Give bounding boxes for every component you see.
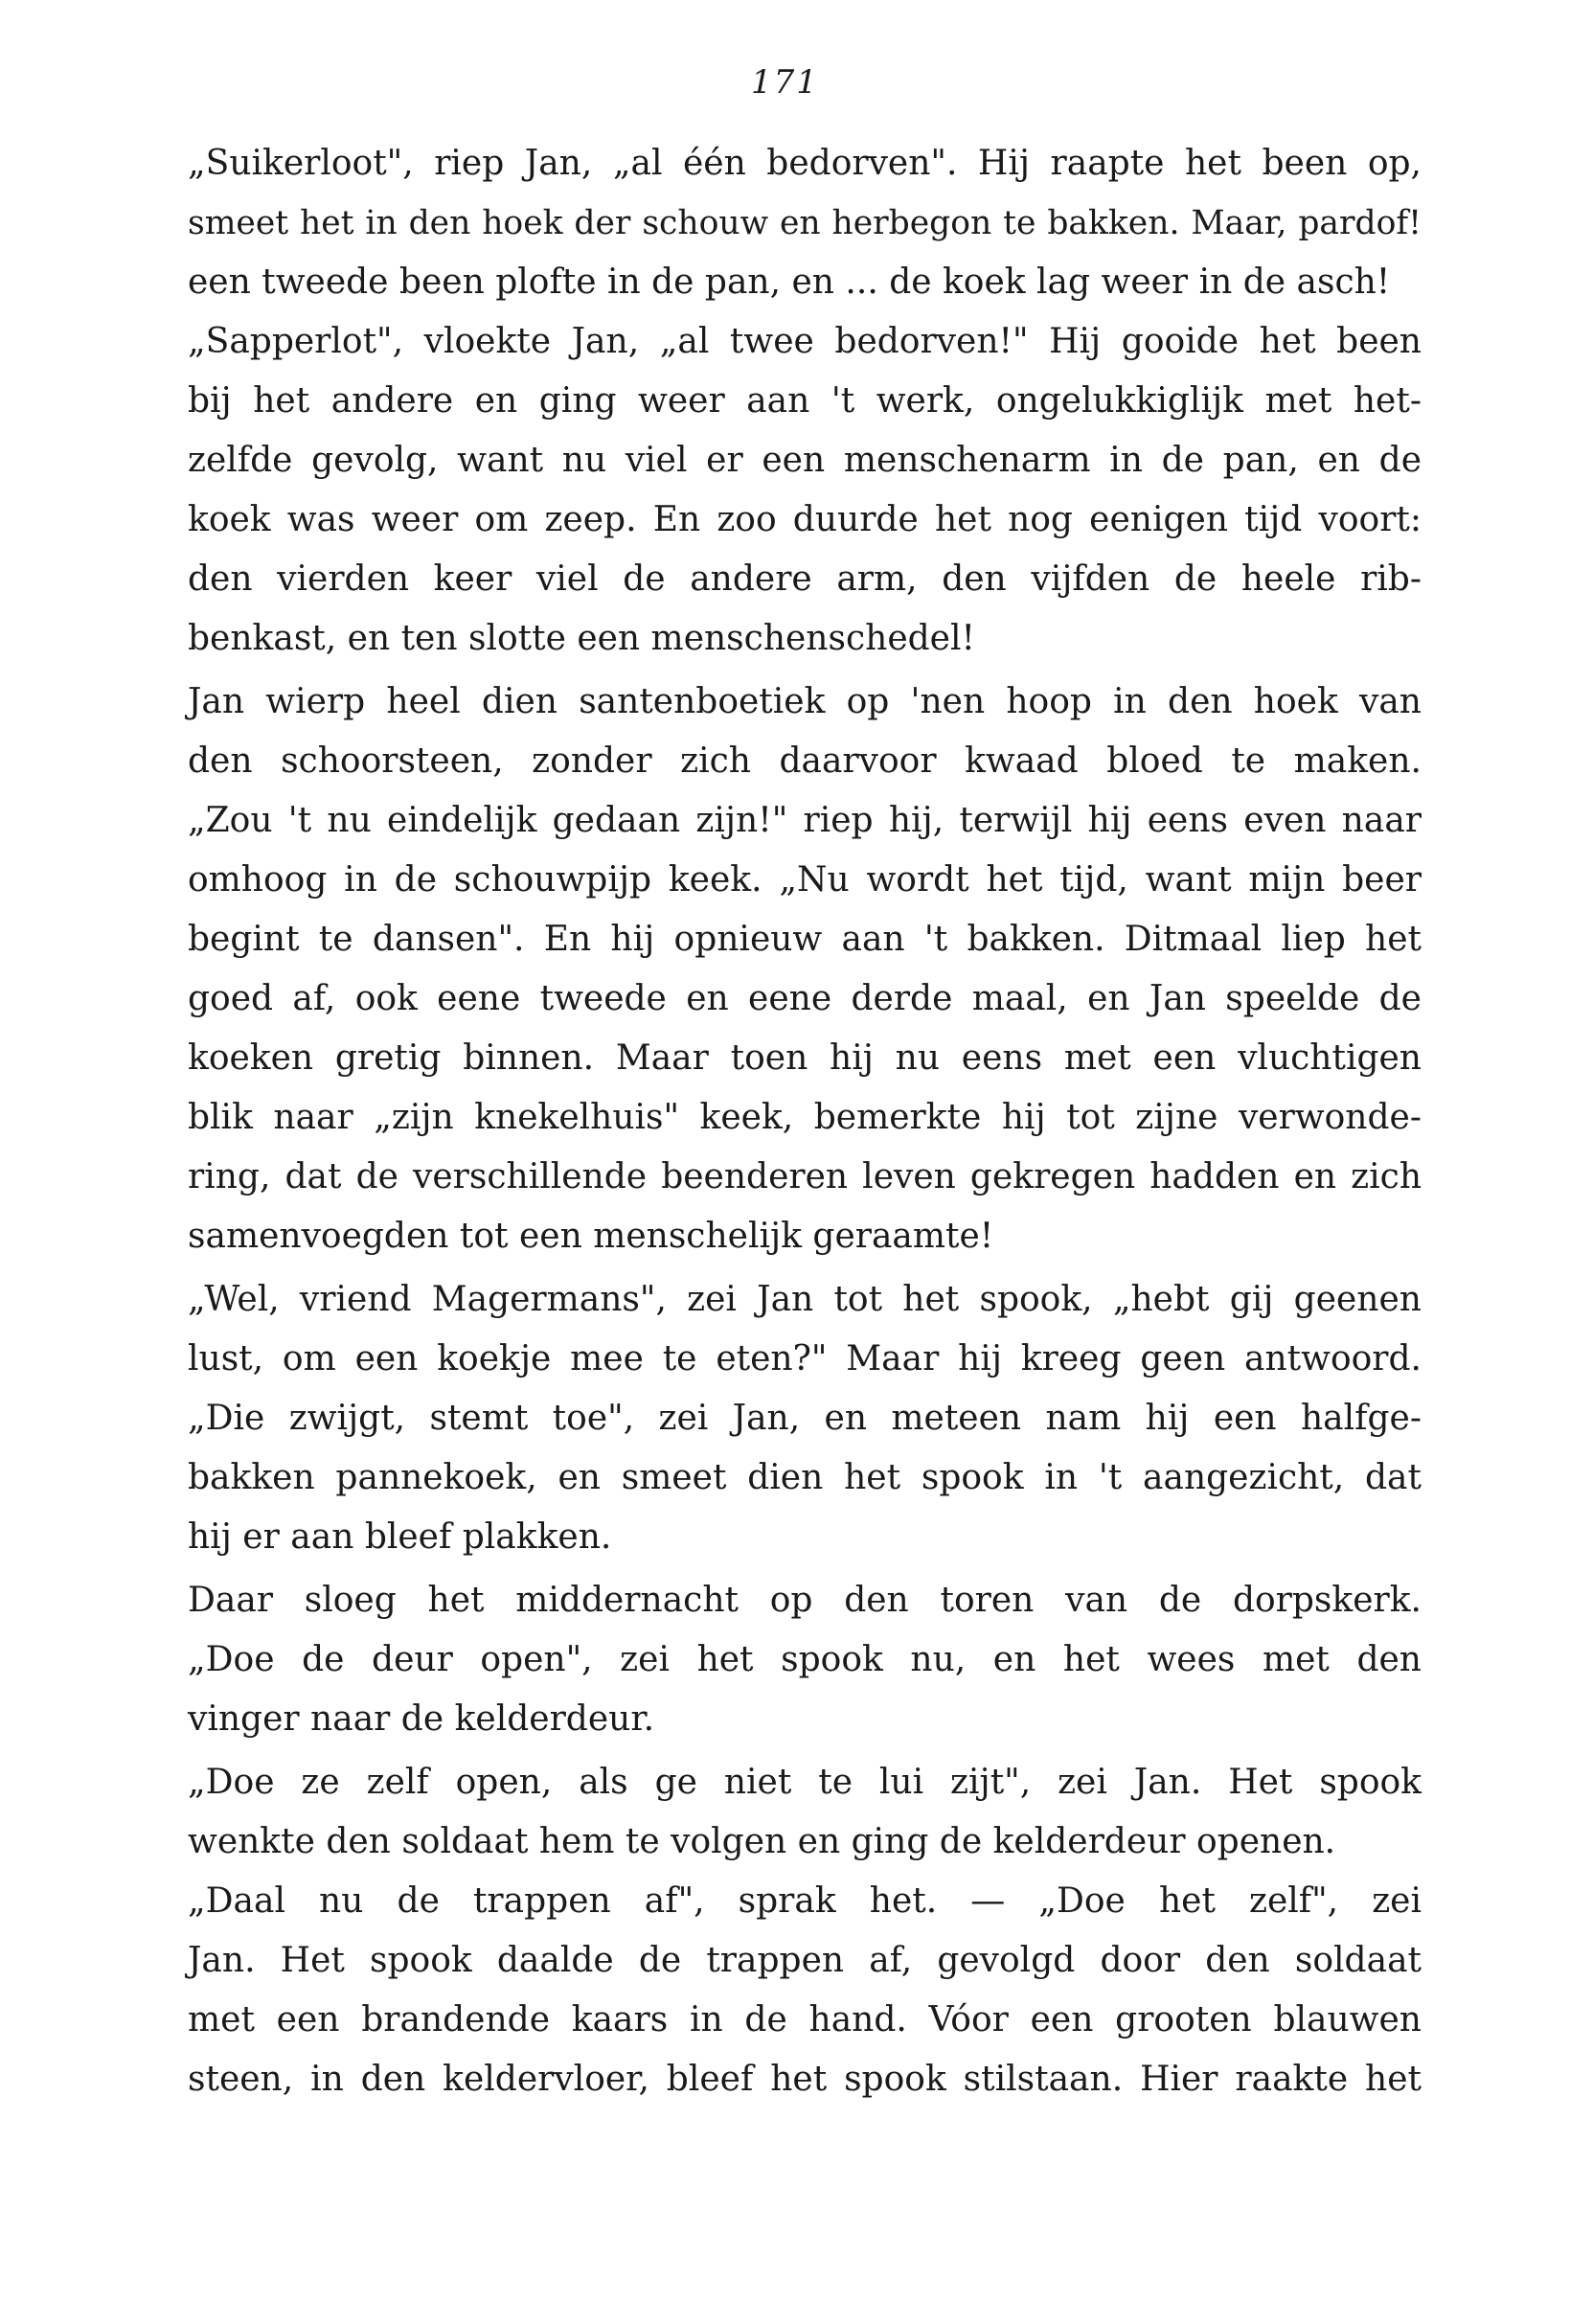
- text-line: benkast, en ten slotte een menschenschedel!: [188, 619, 975, 658]
- text-line: bij het andere en ging weer aan 't werk, ongelukkiglijk met het-: [188, 381, 1422, 421]
- text-line: goed af, ook eene tweede en eene derde maal, en Jan speelde de: [188, 979, 1422, 1018]
- text-line: vinger naar de kelderdeur.: [188, 1699, 655, 1739]
- text-line: hij er aan bleef plakken.: [188, 1517, 612, 1557]
- text-line: zelfde gevolg, want nu viel er een menschenarm in de pan, en de: [188, 441, 1422, 480]
- text-line: met een brandende kaars in de hand. Vóor een grooten blauwen: [188, 2000, 1422, 2039]
- text-line: „Daal nu de trappen af", sprak het. — „Doe het zelf", zei: [188, 1881, 1422, 1921]
- text-line: ring, dat de verschillende beenderen leven gekregen hadden en zich: [188, 1157, 1422, 1196]
- text-line: koek was weer om zeep. En zoo duurde het nog eenigen tijd voort:: [188, 500, 1422, 539]
- text-line: blik naar „zijn knekelhuis" keek, bemerkte hij tot zijne verwonde-: [188, 1098, 1422, 1137]
- page-number: 171: [751, 63, 819, 102]
- text-line: den schoorsteen, zonder zich daarvoor kwaad bloed te maken.: [188, 741, 1422, 781]
- text-line: steen, in den keldervloer, bleef het spook stilstaan. Hier raakte het: [188, 2060, 1422, 2099]
- text-line: koeken gretig binnen. Maar toen hij nu eens met een vluchtigen: [188, 1038, 1422, 1078]
- text-line: Jan wierp heel dien santenboetiek op 'nen hoop in den hoek van: [188, 682, 1422, 721]
- text-line: omhoog in de schouwpijp keek. „Nu wordt het tijd, want mijn beer: [188, 860, 1422, 900]
- text-line: „Doe ze zelf open, als ge niet te lui zijt", zei Jan. Het spook: [188, 1763, 1422, 1802]
- text-line: samenvoegden tot een menschelijk geraamte!: [188, 1217, 994, 1256]
- text-line: den vierden keer viel de andere arm, den vijfden de heele rib-: [188, 559, 1422, 599]
- text-line: „Die zwijgt, stemt toe", zei Jan, en meteen nam hij een halfge-: [188, 1399, 1422, 1438]
- text-line: „Wel, vriend Magermans", zei Jan tot het spook, „hebt gij geenen: [188, 1280, 1422, 1319]
- text-line: „Doe de deur open", zei het spook nu, en het wees met den: [188, 1640, 1422, 1679]
- text-line: „Zou 't nu eindelijk gedaan zijn!" riep hij, terwijl hij eens even naar: [188, 801, 1422, 840]
- text-line: bakken pannekoek, en smeet dien het spook in 't aangezicht, dat: [188, 1458, 1422, 1497]
- text-line: begint te dansen". En hij opnieuw aan 't bakken. Ditmaal liep het: [188, 920, 1422, 959]
- text-line: een tweede been plofte in de pan, en ... de koek lag weer in de asch!: [188, 262, 1391, 302]
- text-line: „Sapperlot", vloekte Jan, „al twee bedorven!" Hij gooide het been: [188, 322, 1422, 361]
- text-line: „Suikerloot", riep Jan, „al één bedorven". Hij raapte het been op,: [188, 144, 1422, 183]
- text-line: lust, om een koekje mee te eten?" Maar hij kreeg geen antwoord.: [188, 1339, 1422, 1378]
- text-line: wenkte den soldaat hem te volgen en ging de kelderdeur openen.: [188, 1822, 1336, 1861]
- text-line: Jan. Het spook daalde de trappen af, gevolgd door den soldaat: [188, 1941, 1422, 1980]
- text-line: smeet het in den hoek der schouw en herbegon te bakken. Maar, pardof!: [188, 204, 1422, 242]
- text-line: Daar sloeg het middernacht op den toren van de dorpskerk.: [188, 1581, 1422, 1620]
- body-text: [188, 134, 1422, 2109]
